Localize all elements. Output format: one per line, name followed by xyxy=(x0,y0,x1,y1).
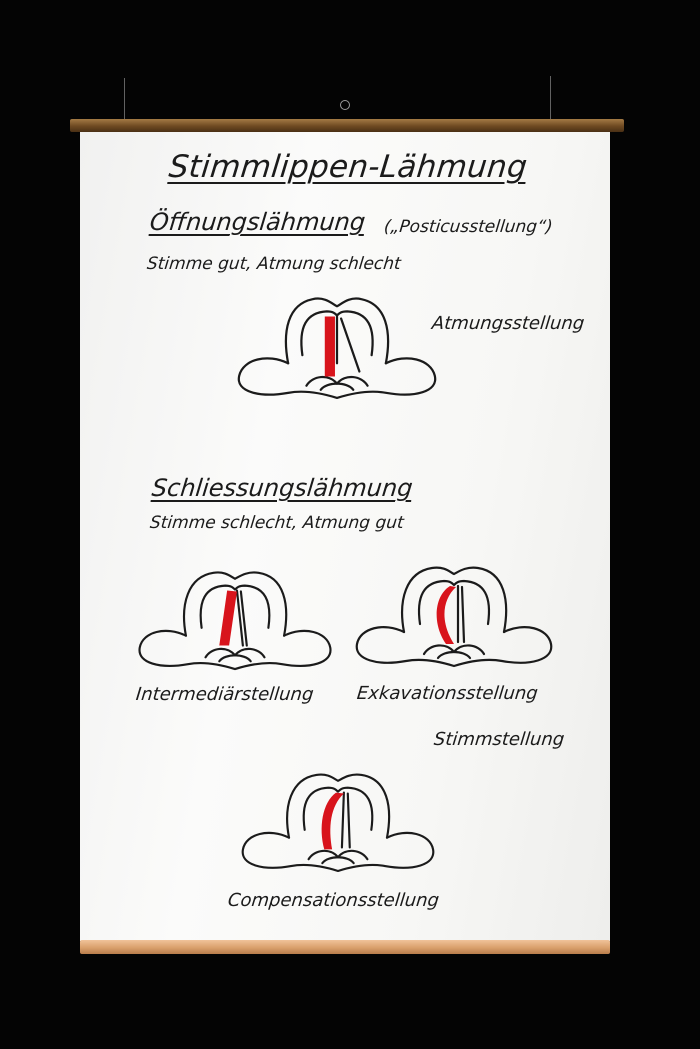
label-intermediate-position: Intermediärstellung xyxy=(134,684,315,705)
bottom-wooden-rod xyxy=(80,940,610,954)
label-excavation-position: Exkavationsstellung xyxy=(355,683,539,704)
label-voice-position: Stimmstellung xyxy=(432,729,566,750)
hanging-string-right xyxy=(550,76,551,120)
heading-closing-paralysis: Schliessungslähmung xyxy=(150,474,415,502)
label-breathing-position: Atmungsstellung xyxy=(430,313,586,334)
larynx-diagram-intermediate xyxy=(133,565,337,673)
larynx-diagram-compensation xyxy=(240,765,436,877)
hanging-string-left xyxy=(124,78,125,120)
posticus-note: („Posticusstellung“) xyxy=(382,217,554,237)
top-wooden-rod xyxy=(70,119,624,132)
closing-paralysis-description: Stimme schlecht, Atmung gut xyxy=(148,513,405,533)
label-compensation-position: Compensationsstellung xyxy=(226,890,441,911)
opening-paralysis-description: Stimme gut, Atmung schlecht xyxy=(145,254,402,274)
larynx-diagram-excavation xyxy=(353,560,555,670)
heading-opening-paralysis: Öffnungslähmung xyxy=(148,208,367,236)
wall-hook xyxy=(340,100,350,110)
larynx-diagram-breathing xyxy=(234,290,440,402)
chart-title: Stimmlippen-Lähmung xyxy=(167,149,530,185)
